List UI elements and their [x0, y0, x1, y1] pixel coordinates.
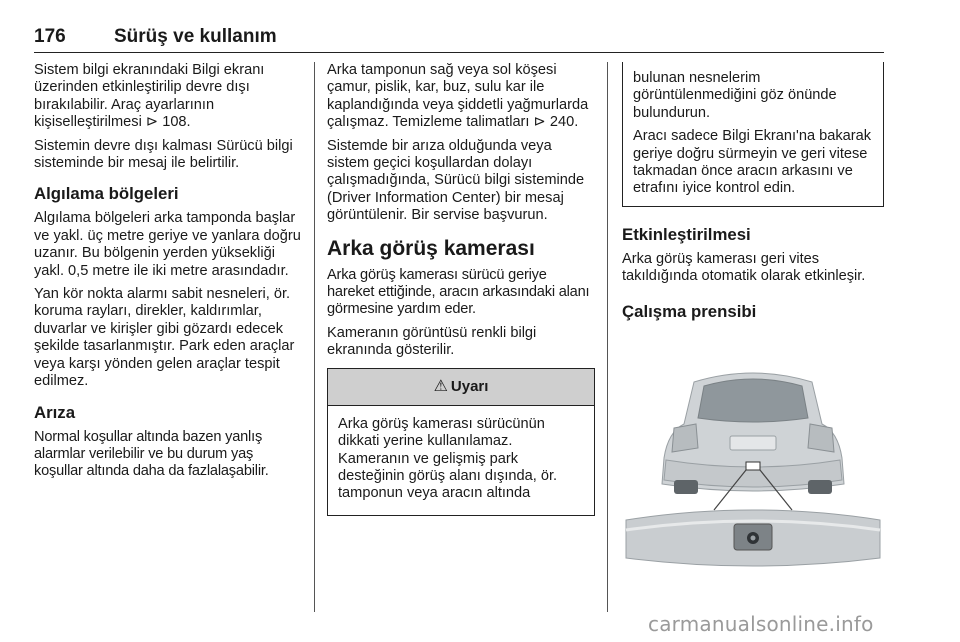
section-heading-rear-camera: Arka görüş kamerası [327, 236, 535, 260]
section-heading-detection-zones: Algılama bölgeleri [34, 184, 179, 204]
paragraph: Kameranın görüntüsü renkli bilgi ekranında gösterilir. [327, 324, 537, 359]
paragraph: Arka görüş kamerası geri vites takıldığında otomatik olarak etkinleşir. [622, 250, 866, 285]
page-reference-number: 240. [549, 114, 579, 131]
camera-closeup-icon [626, 510, 880, 566]
page-reference[interactable] [146, 114, 191, 130]
column-1 [34, 62, 304, 487]
paragraph: Sistemin devre dışı kalması Sürücü bilgi sisteminde bir mesaj ile belirtilir. [34, 137, 293, 172]
paragraph: Algılama bölgeleri arka tamponda başlar ve yakl. üç metre geriye ve yanlara doğru uzanır. Bu bölgenin yerden yüksekliği yakl. 0,5 metre ile iki metre arasındadır. [34, 210, 301, 279]
warning-box-continued [622, 62, 884, 207]
column-3 [622, 62, 884, 328]
warning-header [328, 369, 594, 406]
paragraph: Yan kör nokta alarmı sabit nesneleri, ör. koruma rayları, direkler, kaldırımlar, duvarlar ve kirişler gibi gözardı edecek şekilde tasarlanmıştır. Park eden araçlar veya karşı yönden gelen araçlar tespit edilmez. [34, 286, 295, 390]
section-heading-fault: Arıza [34, 402, 76, 422]
paragraph: Normal koşullar altında bazen yanlış alarmlar verilebilir ve bu durum yaş koşullar altında daha da fazlalaşabilir. [34, 428, 269, 480]
paragraph [34, 62, 304, 132]
paragraph-text: Arka tamponun sağ veya sol köşesi çamur, pislik, kar, buz, sulu kar ile kaplandığında veya şiddetli yağmurlarda çalışmaz. Temizleme talimatları [327, 62, 589, 131]
page-reference-number: 108. [162, 114, 191, 131]
warning-title: Uyarı [450, 377, 489, 395]
column-2 [327, 62, 595, 516]
paragraph [327, 62, 595, 132]
arrow-right-icon: ⊳ [145, 114, 159, 131]
chapter-title: Sürüş ve kullanım [114, 26, 277, 47]
warning-text: Arka görüş kamerası sürücünün dikkati yerine kullanılamaz. Kameranın ve gelişmiş park desteğinin görüş alanı dışında, ör. tamponun veya aracın altında [338, 415, 558, 502]
paragraph-text: Sistem bilgi ekranındaki Bilgi ekranı üzerinden etkinleştirilip devre dışı bırakılabilir. Araç ayarlarının kişiselleştirilmesi [34, 62, 265, 131]
warning-triangle-icon: ⚠ [433, 377, 448, 395]
page-header [34, 26, 884, 53]
section-heading-operating-principle: Çalışma prensibi [622, 301, 757, 321]
watermark: carmanualsonline.info [648, 612, 874, 636]
page-reference[interactable] [534, 114, 579, 130]
warning-text: Aracı sadece Bilgi Ekranı'na bakarak geriye doğru sürmeyin ve geri vitese takmadan önce aracın arkasını ve etrafını iyice kontrol edin. [633, 128, 872, 197]
warning-text: bulunan nesnelerim görüntülenmediğini göz önünde bulundurun. [633, 70, 837, 121]
paragraph: Arka görüş kamerası sürücü geriye hareket ettiğinde, aracın arkasındaki alanı görmesine yardım eder. [327, 266, 590, 318]
rear-camera-illustration [622, 362, 884, 572]
column-divider-2 [607, 62, 608, 612]
warning-box [327, 368, 595, 516]
arrow-right-icon: ⊳ [533, 114, 546, 131]
page-number: 176 [34, 26, 66, 47]
paragraph: Sistemde bir arıza olduğunda veya sistem geçici koşullardan dolayı çalışmadığında, Sürücü bilgi sisteminde (Driver Information Center) bir mesaj görüntülenir. Bir servise başvurun. [327, 137, 585, 224]
column-divider-1 [314, 62, 315, 612]
section-heading-activation: Etkinleştirilmesi [622, 224, 751, 244]
